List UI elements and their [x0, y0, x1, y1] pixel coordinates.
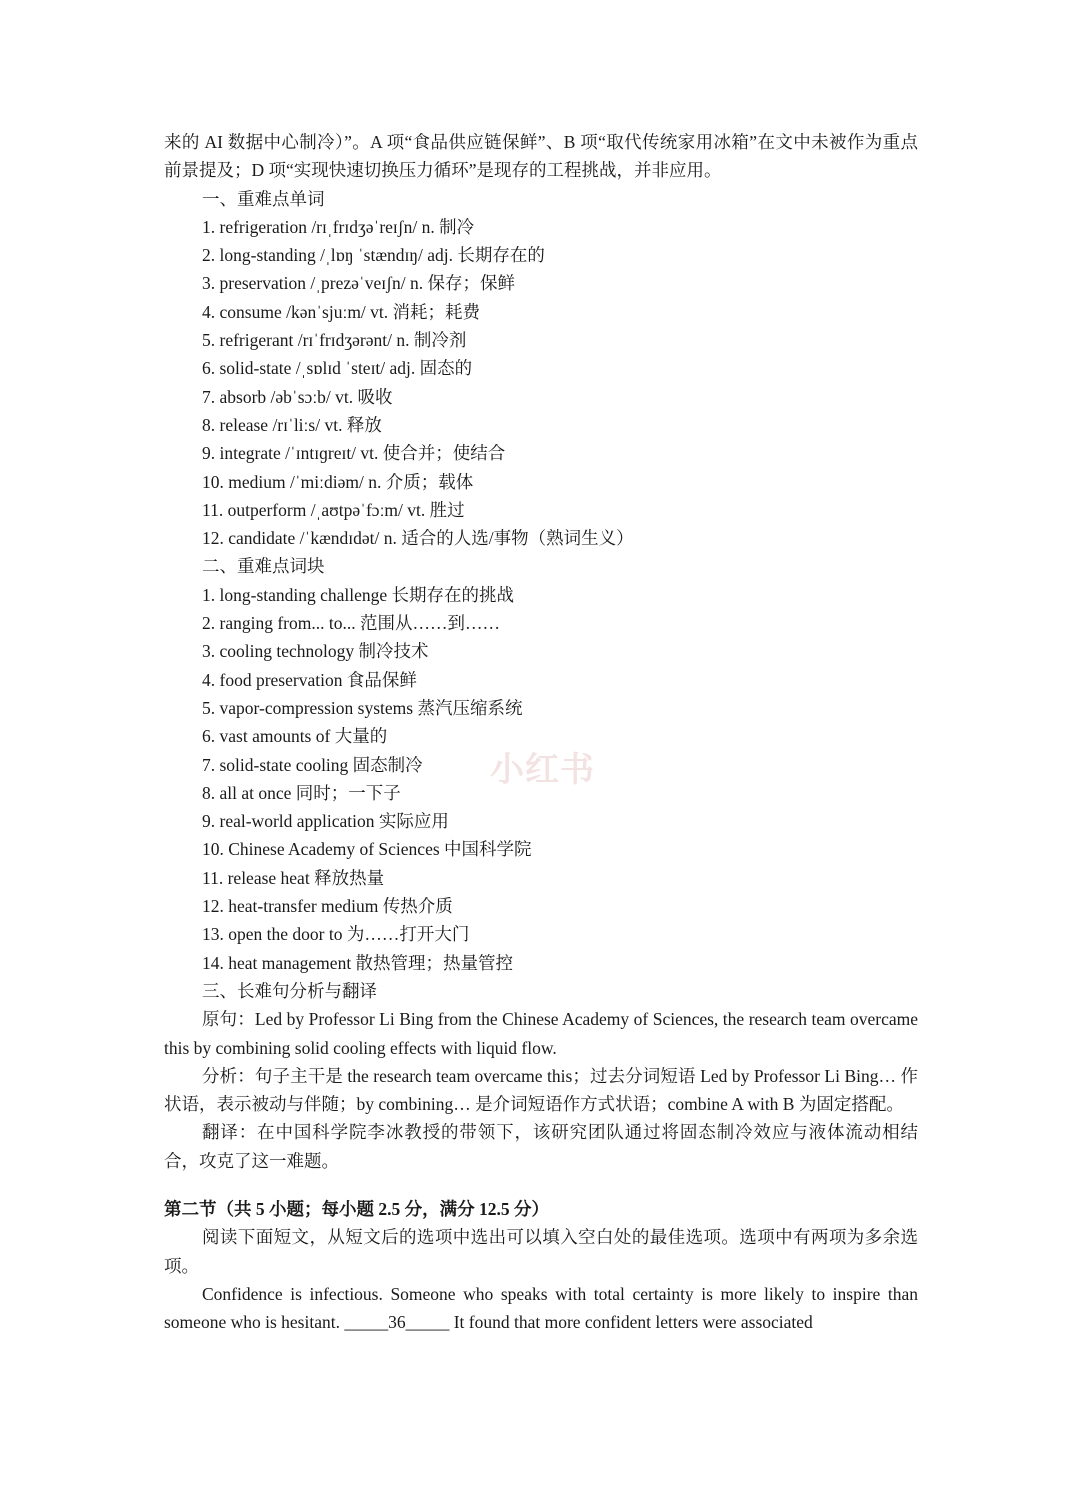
- vocab-item: 4. consume /kənˈsjuːm/ vt. 消耗；耗费: [202, 301, 481, 322]
- phrase-item: 7. solid-state cooling 固态制冷: [202, 754, 423, 775]
- vocab-item: 2. long-standing /ˌlɒŋ ˈstændɪŋ/ adj. 长期存在的: [202, 245, 545, 266]
- section2-instructions: 阅读下面短文，从短文后的选项中选出可以填入空白处的最佳选项。选项中有两项为多余选项。: [164, 1227, 918, 1276]
- phrase-item: 9. real-world application 实际应用: [202, 811, 449, 832]
- vocab-heading: 一、重难点单词: [202, 188, 325, 209]
- phrase-item: 3. cooling technology 制冷技术: [202, 641, 429, 662]
- vocab-item: 9. integrate /ˈɪntɪɡreɪt/ vt. 使合并；使结合: [202, 443, 506, 464]
- vocab-item: 5. refrigerant /rɪˈfrɪdʒərənt/ n. 制冷剂: [202, 330, 467, 351]
- vocab-item: 6. solid-state /ˌsɒlɪd ˈsteɪt/ adj. 固态的: [202, 358, 473, 379]
- vocab-item: 8. release /rɪˈliːs/ vt. 释放: [202, 414, 382, 435]
- vocab-item: 1. refrigeration /rɪˌfrɪdʒəˈreɪʃn/ n. 制冷: [202, 216, 475, 237]
- phrase-heading: 二、重难点词块: [202, 556, 325, 577]
- vocab-item: 11. outperform /ˌaʊtpəˈfɔːm/ vt. 胜过: [202, 499, 465, 520]
- watermark-logo: 小红书: [490, 750, 595, 790]
- section2-title: 第二节（共 5 小题；每小题 2.5 分，满分 12.5 分）: [164, 1198, 549, 1219]
- phrase-item: 6. vast amounts of 大量的: [202, 726, 388, 747]
- phrase-item: 14. heat management 散热管理；热量管控: [202, 952, 514, 973]
- vocab-item: 3. preservation /ˌprezəˈveɪʃn/ n. 保存；保鲜: [202, 273, 515, 294]
- document-page: [164, 128, 918, 1336]
- vocab-list: [164, 213, 918, 553]
- original-sentence: 原句：Led by Professor Li Bing from the Chinese Academy of Sciences, the research team overcame this by combining solid cooling effects with liquid flow.: [164, 1009, 918, 1058]
- phrase-item: 5. vapor-compression systems 蒸汽压缩系统: [202, 697, 523, 718]
- phrase-item: 1. long-standing challenge 长期存在的挑战: [202, 584, 515, 605]
- sentence-analysis: 分析：句子主干是 the research team overcame this；过去分词短语 Led by Professor Li Bing… 作状语，表示被动与伴随；by combining… 是介词短语作方式状语；combine A with B 为固定搭配。: [164, 1065, 918, 1115]
- phrase-item: 11. release heat 释放热量: [202, 867, 385, 888]
- vocab-item: 12. candidate /ˈkændɪdət/ n. 适合的人选/事物（熟词生义）: [202, 528, 634, 549]
- intro-paragraph: 来的 AI 数据中心制冷）”。A 项“食品供应链保鲜”、B 项“取代传统家用冰箱”在文中未被作为重点前景提及；D 项“实现快速切换压力循环”是现存的工程挑战，并非应用。: [164, 132, 918, 181]
- phrase-item: 2. ranging from... to... 范围从……到……: [202, 613, 500, 634]
- passage-text: Confidence is infectious. Someone who speaks with total certainty is more likely to inspire than someone who is hesitant. _____36_____ It found that more confident letters were associated: [164, 1283, 918, 1333]
- phrase-item: 12. heat-transfer medium 传热介质: [202, 896, 453, 917]
- phrase-item: 8. all at once 同时；一下子: [202, 782, 401, 803]
- sentence-translation: 翻译：在中国科学院李冰教授的带领下，该研究团队通过将固态制冷效应与液体流动相结合，攻克了这一难题。: [164, 1122, 918, 1171]
- vocab-item: 7. absorb /əbˈsɔːb/ vt. 吸收: [202, 386, 393, 407]
- phrase-item: 13. open the door to 为……打开大门: [202, 924, 470, 945]
- phrase-item: 10. Chinese Academy of Sciences 中国科学院: [202, 839, 532, 860]
- vocab-item: 10. medium /ˈmiːdiəm/ n. 介质；载体: [202, 471, 474, 492]
- phrase-item: 4. food preservation 食品保鲜: [202, 669, 417, 690]
- sentence-heading: 三、长难句分析与翻译: [202, 980, 377, 1001]
